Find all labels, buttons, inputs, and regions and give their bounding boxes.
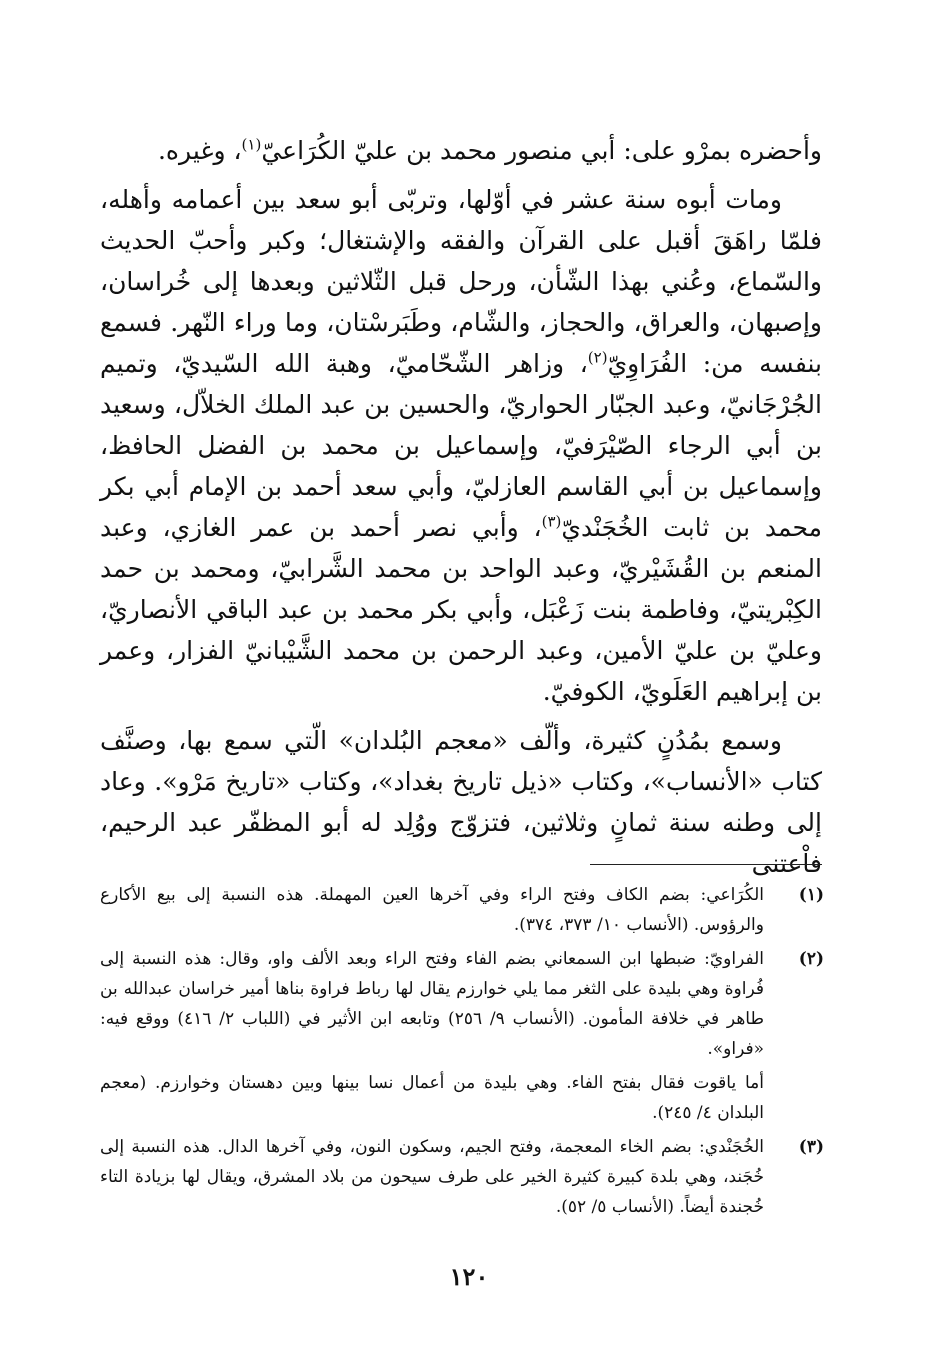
footnote-ref-1[interactable]: (١)	[241, 135, 262, 154]
footnote-number: (٢)	[798, 949, 824, 969]
paragraph-2-part-b: ، وزاهر الشّحّاميّ، وهبة الله السّيديّ، وتميم الجُرْجَانيّ، وعبد الجبّار الحواريّ، والحسين بن عبد الملك الخلاّل، وسعيد بن أبي الرجاء الصّيْرَفيّ، وإسماعيل بن محمد بن الفضل الحافظ، وإسماعيل بن أبي القاسم العازليّ، وأبي سعد أحمد بن الإمام أبي بكر محمد بن ثابت الخُجَنْديّ	[100, 349, 822, 542]
footnote-divider	[590, 864, 822, 865]
paragraph-3	[100, 720, 822, 884]
paragraph-1-text: وأحضره بمرْو على: أبي منصور محمد بن عليّ الكُرَاعيّ	[261, 136, 822, 165]
footnote-number: (٣)	[798, 1137, 824, 1157]
footnote-ref-3[interactable]: (٣)	[541, 512, 562, 531]
paragraph-3-text: وسمع بمُدُنٍ كثيرة، وألّف «معجم البُلدان» الّتي سمع بها، وصنَّف كتاب «الأنساب»، وكتاب «ذيل تاريخ بغداد»، وكتاب «تاريخ مَرْو». وعاد إلى وطنه سنة ثمانٍ وثلاثين، فتزوّج ووُلِد له أبو المظفّر عبد الرحيم، فاْعتنى	[100, 726, 822, 878]
footnote-2	[100, 944, 824, 1064]
footnote-text: الكُرَاعي: بضم الكاف وفتح الراء وفي آخرها العين المهملة. هذه النسبة إلى بيع الأكارع والرؤوس. (الأنساب ١٠/ ٣٧٣، ٣٧٤).	[100, 885, 764, 935]
paragraph-1-end: ، وغيره.	[157, 136, 242, 165]
paragraph-2	[100, 179, 822, 712]
footnote-3	[100, 1132, 824, 1222]
footnote-2-continuation: أما ياقوت فقال بفتح الفاء. وهي بليدة من أعمال نسا بينها وبين دهستان وخوارزم. (معجم البلدان ٤/ ٢٤٥).	[100, 1073, 764, 1123]
footnote-text: الفراويّ: ضبطها ابن السمعاني بضم الفاء وفتح الراء وبعد الألف واو، وقال: هذه النسبة إلى فُراوة وهي بليدة على الثغر مما يلي خوارزم يقال لها رباط فراوة بناها أمير خراسان عبدالله بن طاهر في خلافة المأمون. (الأنساب ٩/ ٢٥٦) وتابعه ابن الأثير في (اللباب ٢/ ٤١٦) ووقع فيه: «فراو».	[100, 949, 764, 1059]
paragraph-2-part-a: ومات أبوه سنة عشر في أوّلها، وتربّى أبو سعد بين أعمامه وأهله، فلمّا راهَقَ أقبل على القرآن والفقه والإشتغال؛ وكبر وأحبّ الحديث والسّماع، وعُني بهذا الشّأن، ورحل قبل الثّلاثين وبعدها إلى خُراسان، وإصبهان، والعراق، والحجاز، والشّام، وطَبَرسْتان، وما وراء النّهر. فسمع بنفسه من: الفُرَاوِيّ	[100, 185, 822, 378]
footnote-text: الخُجَنْدي: بضم الخاء المعجمة، وفتح الجيم، وسكون النون، وفي آخرها الدال. هذه النسبة إلى خُجَند، وهي بلدة كبيرة كثيرة الخير على طرف سيحون من بلاد المشرق، ويقال لها بزيادة التاء خُجندة أيضاً. (الأنساب ٥/ ٥٢).	[100, 1137, 764, 1217]
footnotes	[100, 880, 824, 1226]
footnote-number: (١)	[798, 885, 824, 905]
paragraph-2-part-c: ، وأبي نصر أحمد بن عمر الغازي، وعبد المنعم بن القُشَيْريّ، وعبد الواحد بن محمد الشَّرابيّ، ومحمد بن حمد الكِبْريتيّ، وفاطمة بنت زَعْبَل، وأبي بكر محمد بن عبد الباقي الأنصاريّ، وعليّ بن عليّ الأمين، وعبد الرحمن بن محمد الشَّيْبانيّ الفزار، وعمر بن إبراهيم العَلَويّ، الكوفيّ.	[100, 513, 822, 706]
main-text	[100, 130, 822, 892]
paragraph-1	[100, 130, 822, 171]
page-number: ١٢٠	[449, 1262, 489, 1291]
footnote-ref-2[interactable]: (٢)	[587, 348, 608, 367]
footnote-1	[100, 880, 824, 940]
